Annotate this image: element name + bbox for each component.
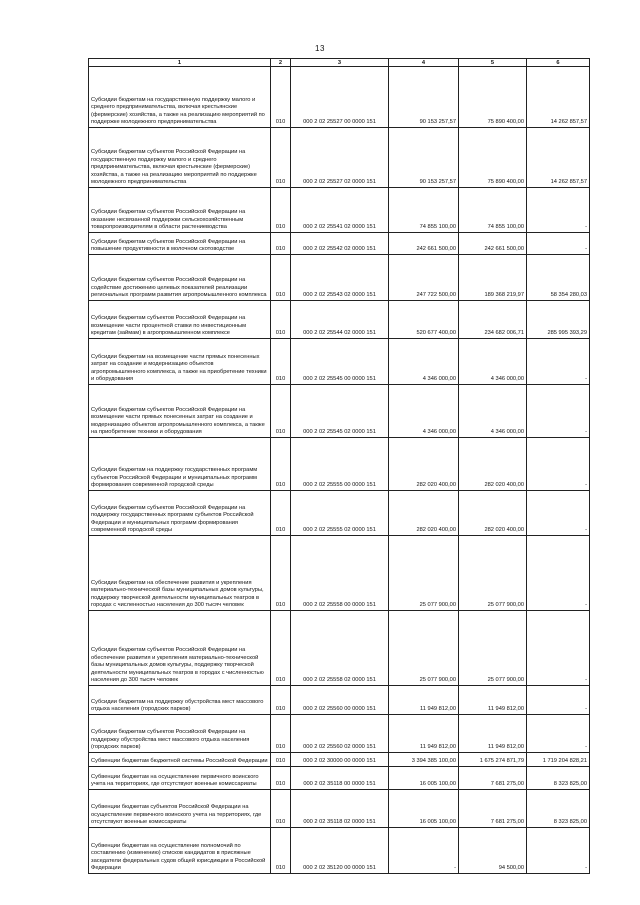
row-line-code: 010 [271, 128, 291, 188]
row-description: Субсидии бюджетам субъектов Российской Федерации на обеспечение развития и укрепления материально-технической базы муниципальных домов культуры, поддержку творческой деятельности муниципальных театров в городах с численностью населения до 300 тысяч человек [89, 611, 271, 686]
row-line-code: 010 [271, 255, 291, 301]
page-number: 13 [315, 44, 325, 53]
table-row [89, 233, 590, 255]
row-executed-amount: 189 368 219,97 [459, 255, 527, 301]
row-budget-code: 000 2 02 25527 02 0000 151 [291, 128, 389, 188]
row-line-code: 010 [271, 715, 291, 753]
row-approved-amount: 282 020 400,00 [389, 491, 459, 536]
row-unexecuted-amount: - [527, 438, 590, 491]
row-line-code: 010 [271, 188, 291, 233]
row-unexecuted-amount: - [527, 233, 590, 255]
row-description: Субсидии бюджетам субъектов Российской Федерации на возмещение части прямых понесенных затрат на создание и модернизацию объектов агропромышленного комплекса, а также на приобретение техники и оборудования [89, 385, 271, 438]
row-approved-amount: 11 949 812,00 [389, 686, 459, 715]
row-executed-amount: 242 661 500,00 [459, 233, 527, 255]
row-approved-amount: 242 661 500,00 [389, 233, 459, 255]
table-row [89, 128, 590, 188]
table-row [89, 767, 590, 790]
row-unexecuted-amount: - [527, 188, 590, 233]
row-approved-amount: 247 722 500,00 [389, 255, 459, 301]
row-description: Субвенции бюджетам бюджетной системы Российской Федерации [89, 753, 271, 767]
row-approved-amount: 90 153 257,57 [389, 67, 459, 128]
column-header: 1 [89, 59, 271, 67]
row-line-code: 010 [271, 536, 291, 611]
row-line-code: 010 [271, 67, 291, 128]
table-row [89, 686, 590, 715]
row-executed-amount: 75 890 400,00 [459, 128, 527, 188]
row-budget-code: 000 2 02 35118 00 0000 151 [291, 767, 389, 790]
row-budget-code: 000 2 02 25544 02 0000 151 [291, 301, 389, 339]
row-line-code: 010 [271, 438, 291, 491]
row-approved-amount: 4 346 000,00 [389, 385, 459, 438]
row-description: Субсидии бюджетам субъектов Российской Федерации на возмещение части процентной ставки по инвестиционным кредитам (займам) в агропромышленном комплексе [89, 301, 271, 339]
row-approved-amount: 90 153 257,57 [389, 128, 459, 188]
row-executed-amount: 25 077 900,00 [459, 611, 527, 686]
row-line-code: 010 [271, 686, 291, 715]
row-budget-code: 000 2 02 25543 02 0000 151 [291, 255, 389, 301]
row-executed-amount: 282 020 400,00 [459, 438, 527, 491]
row-approved-amount: 520 677 400,00 [389, 301, 459, 339]
row-executed-amount: 75 890 400,00 [459, 67, 527, 128]
row-budget-code: 000 2 02 25542 02 0000 151 [291, 233, 389, 255]
row-budget-code: 000 2 02 25541 02 0000 151 [291, 188, 389, 233]
row-approved-amount: 16 005 100,00 [389, 767, 459, 790]
column-header: 5 [459, 59, 527, 67]
row-approved-amount: 3 394 385 100,00 [389, 753, 459, 767]
table-row [89, 385, 590, 438]
row-unexecuted-amount: - [527, 339, 590, 385]
row-executed-amount: 11 949 812,00 [459, 686, 527, 715]
row-executed-amount: 7 681 275,00 [459, 767, 527, 790]
row-unexecuted-amount: - [527, 491, 590, 536]
row-unexecuted-amount: - [527, 536, 590, 611]
table-row [89, 611, 590, 686]
table-row [89, 339, 590, 385]
column-header: 3 [291, 59, 389, 67]
row-line-code: 010 [271, 301, 291, 339]
row-executed-amount: 4 346 000,00 [459, 385, 527, 438]
row-executed-amount: 94 500,00 [459, 828, 527, 874]
row-unexecuted-amount: - [527, 686, 590, 715]
row-description: Субсидии бюджетам субъектов Российской Федерации на оказание несвязанной поддержки сельскохозяйственным товаропроизводителям в области растениеводства [89, 188, 271, 233]
row-budget-code: 000 2 02 30000 00 0000 151 [291, 753, 389, 767]
row-budget-code: 000 2 02 25545 02 0000 151 [291, 385, 389, 438]
row-budget-code: 000 2 02 25560 02 0000 151 [291, 715, 389, 753]
row-unexecuted-amount: - [527, 828, 590, 874]
row-approved-amount: 11 949 812,00 [389, 715, 459, 753]
row-description: Субсидии бюджетам на поддержку государственных программ субъектов Российской Федерации и муниципальных программ формирования современной городской среды [89, 438, 271, 491]
table-row [89, 753, 590, 767]
column-header: 2 [271, 59, 291, 67]
row-line-code: 010 [271, 611, 291, 686]
row-executed-amount: 7 681 275,00 [459, 790, 527, 828]
row-executed-amount: 282 020 400,00 [459, 491, 527, 536]
row-executed-amount: 25 077 900,00 [459, 536, 527, 611]
row-unexecuted-amount: - [527, 611, 590, 686]
row-budget-code: 000 2 02 25527 00 0000 151 [291, 67, 389, 128]
row-unexecuted-amount: 14 262 857,57 [527, 67, 590, 128]
row-description: Субсидии бюджетам субъектов Российской Федерации на содействие достижению целевых показателей реализации региональных программ развития агропромышленного комплекса [89, 255, 271, 301]
row-executed-amount: 234 682 006,71 [459, 301, 527, 339]
table-row [89, 255, 590, 301]
row-description: Субсидии бюджетам на государственную поддержку малого и среднего предпринимательства, включая крестьянские (фермерские) хозяйства, а также на реализацию мероприятий по поддержке молодежного предпринимательства [89, 67, 271, 128]
column-header: 6 [527, 59, 590, 67]
row-unexecuted-amount: 8 323 825,00 [527, 790, 590, 828]
row-unexecuted-amount: 285 995 393,29 [527, 301, 590, 339]
row-line-code: 010 [271, 339, 291, 385]
row-approved-amount: 4 346 000,00 [389, 339, 459, 385]
row-unexecuted-amount: - [527, 715, 590, 753]
row-approved-amount: 282 020 400,00 [389, 438, 459, 491]
row-unexecuted-amount: 8 323 825,00 [527, 767, 590, 790]
budget-table [88, 58, 590, 874]
row-line-code: 010 [271, 385, 291, 438]
row-executed-amount: 11 949 812,00 [459, 715, 527, 753]
row-unexecuted-amount: 14 262 857,57 [527, 128, 590, 188]
table-row [89, 536, 590, 611]
row-line-code: 010 [271, 767, 291, 790]
row-description: Субсидии бюджетам на поддержку обустройства мест массового отдыха населения (городских парков) [89, 686, 271, 715]
row-description: Субвенции бюджетам на осуществление первичного воинского учета на территориях, где отсутствуют военные комиссариаты [89, 767, 271, 790]
column-header: 4 [389, 59, 459, 67]
table-row [89, 715, 590, 753]
row-executed-amount: 74 855 100,00 [459, 188, 527, 233]
row-executed-amount: 4 346 000,00 [459, 339, 527, 385]
row-description: Субсидии бюджетам на возмещение части прямых понесенных затрат на создание и модернизацию объектов агропромышленного комплекса, а также на приобретение техники и оборудования [89, 339, 271, 385]
table-row [89, 301, 590, 339]
row-description: Субсидии бюджетам субъектов Российской Федерации на государственную поддержку малого и среднего предпринимательства, включая крестьянские (фермерские) хозяйства, а также на реализацию мероприятий по поддержке молодежного предпринимательства [89, 128, 271, 188]
row-budget-code: 000 2 02 25555 00 0000 151 [291, 438, 389, 491]
row-budget-code: 000 2 02 25545 00 0000 151 [291, 339, 389, 385]
table-row [89, 67, 590, 128]
row-budget-code: 000 2 02 25555 02 0000 151 [291, 491, 389, 536]
header-row [89, 59, 590, 67]
row-budget-code: 000 2 02 25558 00 0000 151 [291, 536, 389, 611]
row-approved-amount: - [389, 828, 459, 874]
table-row [89, 491, 590, 536]
row-executed-amount: 1 675 274 871,79 [459, 753, 527, 767]
row-description: Субсидии бюджетам на обеспечение развития и укрепления материально-технической базы муниципальных домов культуры, поддержку творческой деятельности муниципальных театров в городах с численностью населения до 300 тысяч человек [89, 536, 271, 611]
row-line-code: 010 [271, 491, 291, 536]
row-line-code: 010 [271, 233, 291, 255]
row-budget-code: 000 2 02 25558 02 0000 151 [291, 611, 389, 686]
row-approved-amount: 74 855 100,00 [389, 188, 459, 233]
table-row [89, 438, 590, 491]
row-approved-amount: 16 005 100,00 [389, 790, 459, 828]
row-line-code: 010 [271, 753, 291, 767]
row-budget-code: 000 2 02 25560 00 0000 151 [291, 686, 389, 715]
table-row [89, 790, 590, 828]
row-line-code: 010 [271, 790, 291, 828]
row-description: Субсидии бюджетам субъектов Российской Федерации на повышение продуктивности в молочном скотоводстве [89, 233, 271, 255]
row-approved-amount: 25 077 900,00 [389, 536, 459, 611]
row-unexecuted-amount: 58 354 280,03 [527, 255, 590, 301]
table-row [89, 828, 590, 874]
row-description: Субсидии бюджетам субъектов Российской Федерации на поддержку государственных программ субъектов Российской Федерации и муниципальных программ формирования современной городской среды [89, 491, 271, 536]
row-unexecuted-amount: - [527, 385, 590, 438]
row-line-code: 010 [271, 828, 291, 874]
row-approved-amount: 25 077 900,00 [389, 611, 459, 686]
table-row [89, 188, 590, 233]
row-unexecuted-amount: 1 719 204 828,21 [527, 753, 590, 767]
row-budget-code: 000 2 02 35120 00 0000 151 [291, 828, 389, 874]
row-description: Субвенции бюджетам на осуществление полномочий по составлению (изменению) списков кандидатов в присяжные заседатели федеральных судов общей юрисдикции в Российской Федерации [89, 828, 271, 874]
row-description: Субвенции бюджетам субъектов Российской Федерации на осуществление первичного воинского учета на территориях, где отсутствуют военные комиссариаты [89, 790, 271, 828]
row-budget-code: 000 2 02 35118 02 0000 151 [291, 790, 389, 828]
row-description: Субсидии бюджетам субъектов Российской Федерации на поддержку обустройства мест массового отдыха населения (городских парков) [89, 715, 271, 753]
